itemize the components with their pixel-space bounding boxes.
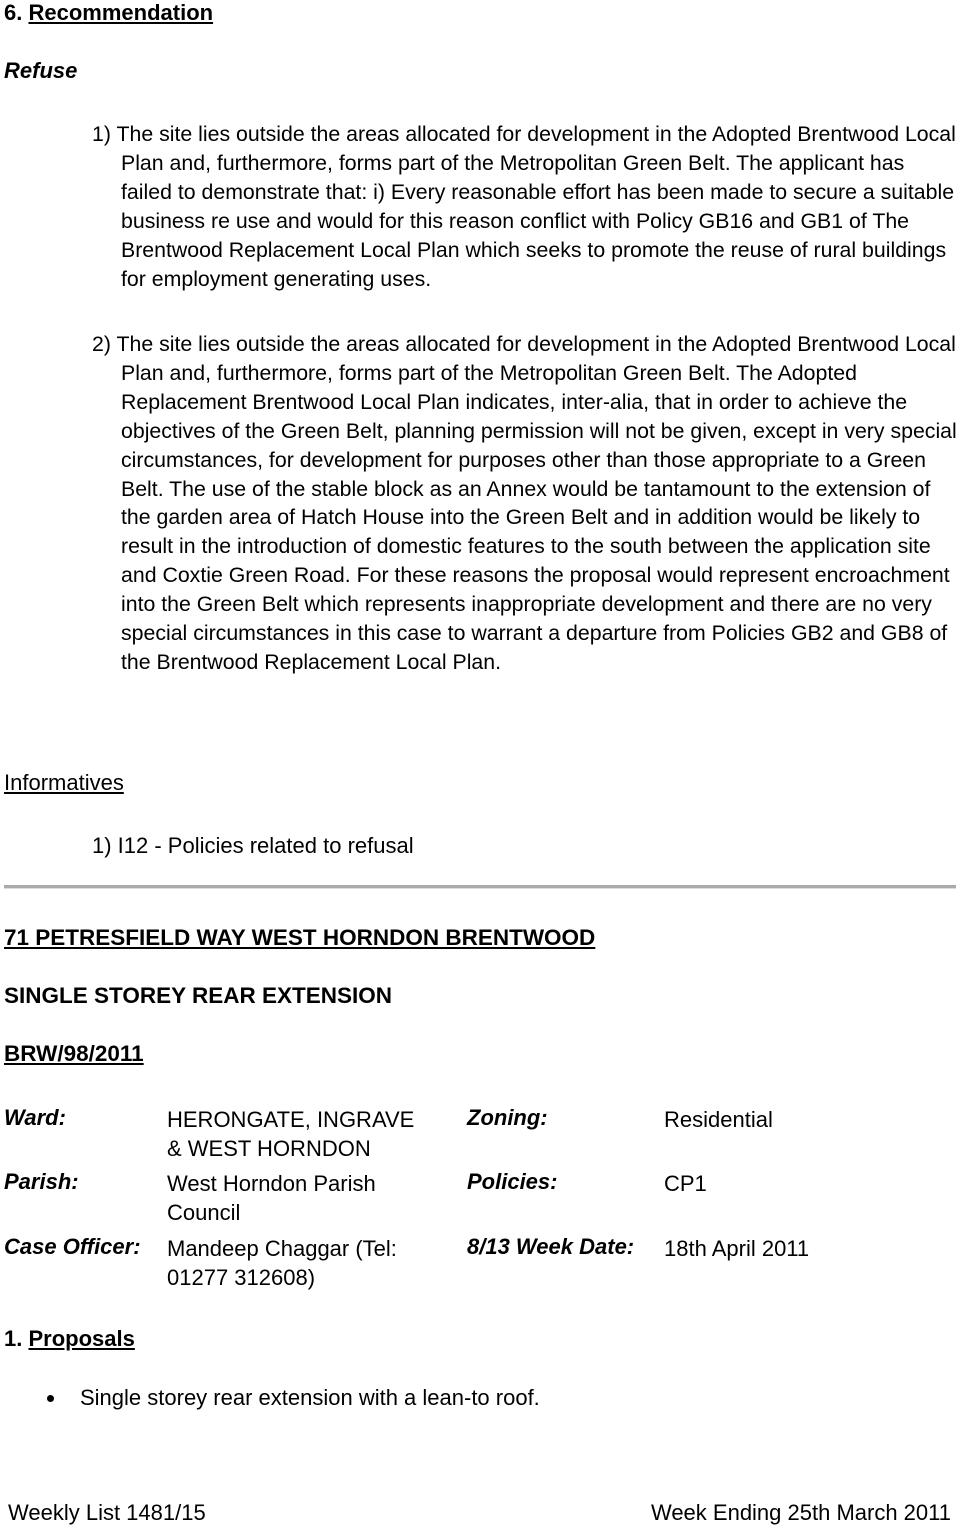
proposal-item: Single storey rear extension with a lean-to roof. (80, 1385, 540, 1410)
section-heading (4, 0, 213, 26)
application-description: SINGLE STOREY REAR EXTENSION (4, 983, 392, 1008)
week-date-label: 8/13 Week Date: (467, 1234, 635, 1259)
bullet-icon (47, 1395, 54, 1402)
proposals-heading (4, 1326, 135, 1352)
site-address: 71 PETRESFIELD WAY WEST HORNDON BRENTWOOD (4, 925, 596, 950)
proposals-number: 1. (4, 1326, 23, 1351)
section-title: Recommendation (28, 0, 214, 25)
week-date-value: 18th April 2011 (664, 1236, 810, 1261)
section-divider (4, 885, 956, 889)
zoning-label: Zoning: (467, 1105, 548, 1130)
application-reference: BRW/98/2011 (4, 1041, 144, 1066)
footer-right: Week Ending 25th March 2011 (650, 1500, 951, 1525)
parish-label: Parish: (4, 1169, 79, 1194)
footer-left: Weekly List 1481/15 (8, 1500, 206, 1525)
case-officer-value: Mandeep Chaggar (Tel: 01277 312608) (167, 1236, 397, 1290)
section-number: 6. (4, 0, 23, 25)
refusal-reason-1: 1) The site lies outside the areas allocated for development in the Adopted Brentwood Local Plan and, furthermore, forms part of the Metropolitan Green Belt. The applicant has failed to demonstrate that: i) Every reasonable effort has been made to secure a suitable business re use and would for this reason conflict with Policy GB16 and GB1 of The Brentwood Replacement Local Plan which seeks to promote the reuse of rural buildings for employment generating uses. (92, 122, 956, 291)
informative-item: 1) I12 - Policies related to refusal (92, 833, 414, 858)
parish-value: West Horndon Parish Council (167, 1171, 376, 1225)
ward-label: Ward: (4, 1105, 66, 1130)
zoning-value: Residential (664, 1107, 773, 1132)
proposals-title: Proposals (28, 1326, 135, 1351)
ward-value: HERONGATE, INGRAVE & WEST HORNDON (167, 1107, 415, 1161)
policies-value: CP1 (664, 1171, 707, 1196)
informatives-heading: Informatives (4, 770, 124, 795)
decision-label: Refuse (4, 58, 78, 83)
policies-label: Policies: (467, 1169, 558, 1194)
case-officer-label: Case Officer: (4, 1234, 141, 1259)
refusal-reason-2: 2) The site lies outside the areas allocated for development in the Adopted Brentwood Local Plan and, furthermore, forms part of the Metropolitan Green Belt. The Adopted Replacement Brentwood Local Plan indicates, inter-alia, that in order to achieve the objectives of the Green Belt, planning permission will not be given, except in very special circumstances, for development for purposes other than those appropriate to a Green Belt. The use of the stable block as an Annex would be tantamount to the extension of the garden area of Hatch House into the Green Belt and in addition would be likely to result in the introduction of domestic features to the south between the application site and Coxtie Green Road. For these reasons the proposal would represent encroachment into the Green Belt which represents inappropriate development and there are no very special circumstances in this case to warrant a departure from Policies GB2 and GB8 of the Brentwood Replacement Local Plan. (92, 332, 957, 674)
